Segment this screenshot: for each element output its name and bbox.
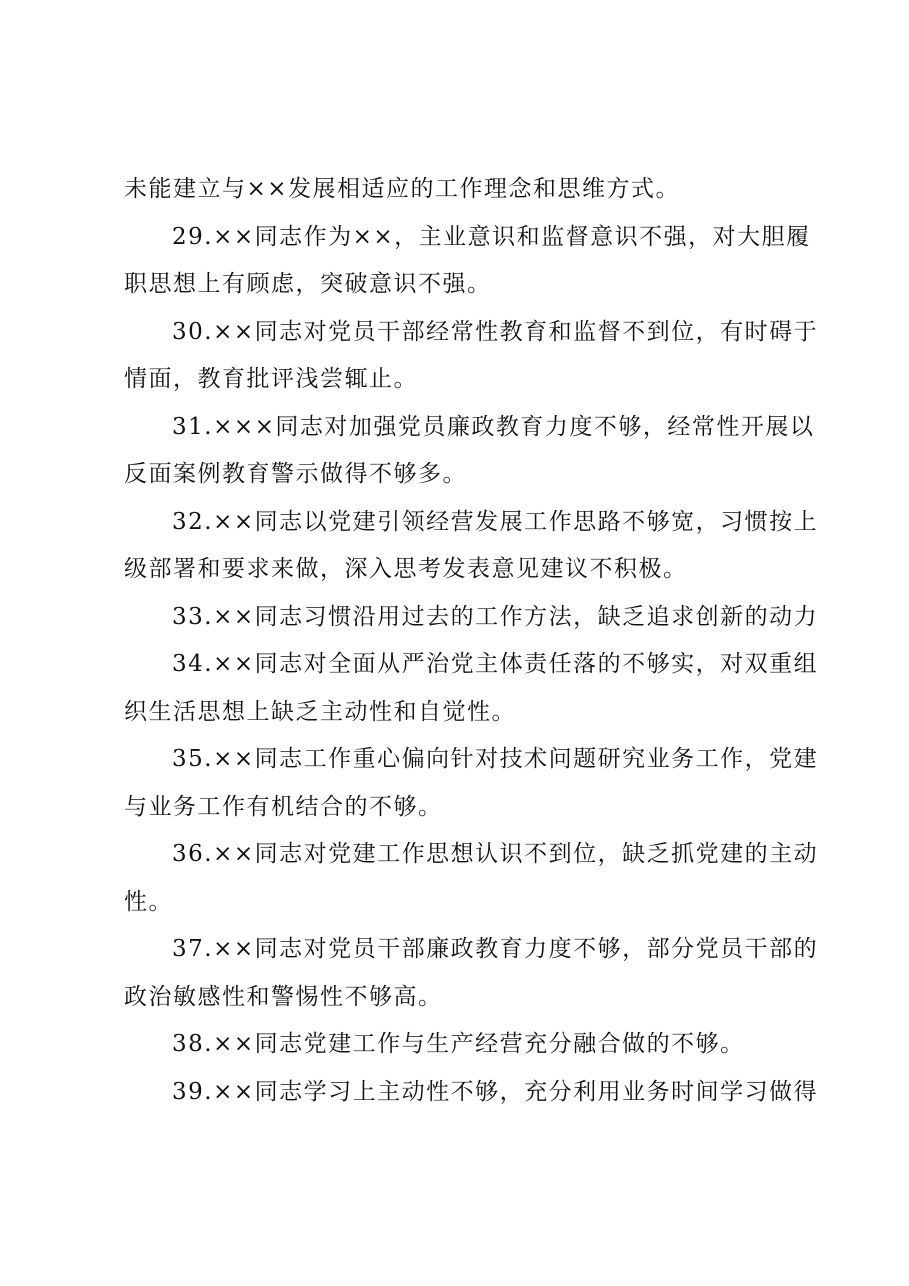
item-38-line-1: 38.××同志党建工作与生产经营充分融合做的不够。 (172, 1031, 745, 1057)
item-31-line-2: 反面案例教育警示做得不够多。 (124, 461, 467, 487)
item-35-line-1: 35.××同志工作重心偏向针对技术问题研究业务工作，党建 (172, 746, 819, 772)
item-39-line-1: 39.××同志学习上主动性不够，充分利用业务时间学习做得 (172, 1078, 819, 1105)
item-30-line-1: 30.××同志对党员干部经常性教育和监督不到位，有时碍于 (172, 318, 819, 345)
item-34-line-2: 织生活思想上缺乏主动性和自觉性。 (124, 698, 516, 725)
item-30-line-2: 情面，教育批评浅尝辄止。 (124, 366, 418, 392)
item-36-line-2: 性。 (124, 888, 173, 915)
item-32-line-1: 32.××同志以党建引领经营发展工作思路不够宽，习惯按上 (172, 508, 819, 535)
text-line-1: 未能建立与××发展相适应的工作理念和思维方式。 (124, 176, 681, 202)
item-37-line-1: 37.××同志对党员干部廉政教育力度不够，部分党员干部的 (172, 936, 819, 962)
item-31-line-1: 31.×××同志对加强党员廉政教育力度不够，经常性开展以 (172, 413, 815, 440)
item-32-line-2: 级部署和要求来做，深入思考发表意见建议不积极。 (124, 556, 688, 582)
item-29-line-2: 职思想上有顾虑，突破意识不强。 (124, 271, 492, 297)
document-body (124, 166, 824, 1116)
item-34-line-1: 34.××同志对全面从严治党主体责任落的不够实，对双重组 (172, 651, 819, 677)
item-37-line-2: 政治敏感性和警惕性不够高。 (124, 983, 443, 1010)
item-33-line-1: 33.××同志习惯沿用过去的工作方法，缺乏追求创新的动力 (172, 603, 819, 630)
item-29-line-1: 29.××同志作为××，主业意识和监督意识不强，对大胆履 (172, 223, 811, 250)
item-35-line-2: 与业务工作有机结合的不够。 (124, 793, 443, 820)
item-36-line-1: 36.××同志对党建工作思想认识不到位，缺乏抓党建的主动 (172, 841, 819, 867)
